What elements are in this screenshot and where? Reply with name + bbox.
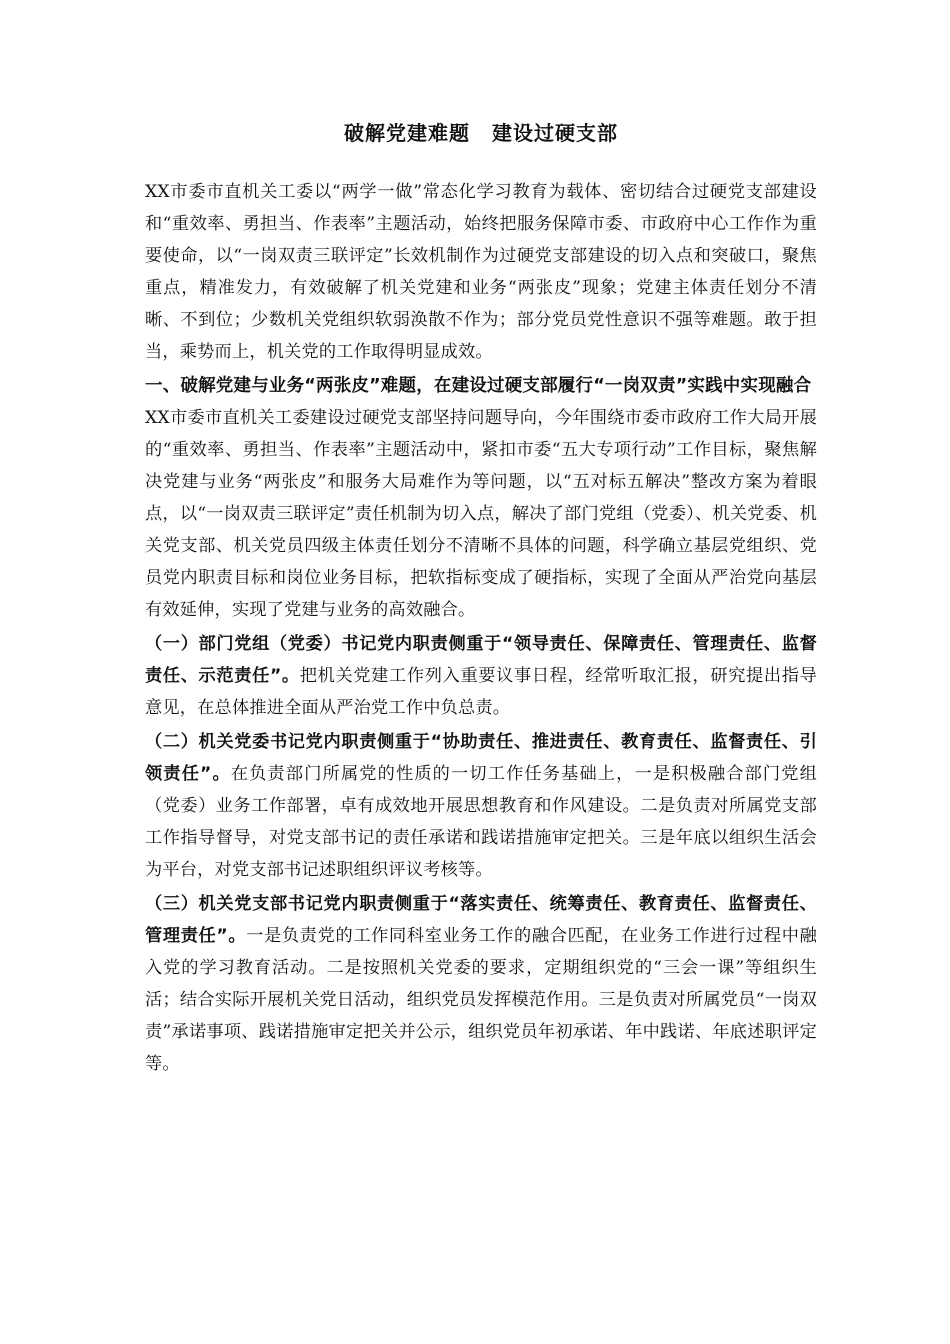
subsection-1-lead: （一）部门党组（党委）书记党内职责侧重于“领导责任、保障责任、管理责任、监督责任、示范责任”。 — [145, 634, 817, 686]
title-part-2: 建设过硬支部 — [492, 121, 618, 145]
intro-paragraph: XX市委市直机关工委以“两学一做”常态化学习教育为载体、密切结合过硬党支部建设和“重效率、勇担当、作表率”主题活动，始终把服务保障市委、市政府中心工作作为重要使命，以“一岗双责三联评定”长效机制作为过硬党支部建设的切入点和突破口，聚焦重点，精准发力，有效破解了机关党建和业务“两张皮”现象；党建主体责任划分不清晰、不到位；少数机关党组织软弱涣散不作为；部分党员党性意识不强等难题。敢于担当，乘势而上，机关党的工作取得明显成效。 — [145, 182, 817, 362]
subsection-3-lead: （三）机关党支部书记党内职责侧重于“落实责任、统筹责任、教育责任、监督责任、管理责任”。 — [145, 894, 817, 946]
subsection-3-text: 一是负责党的工作同科室业务工作的融合匹配，在业务工作进行过程中融入党的学习教育活动。二是按照机关党委的要求，定期组织党的“三会一课”等组织生活；结合实际开展机关党日活动，组织党员发挥模范作用。三是负责对所属党员“一岗双责”承诺事项、践诺措施审定把关并公示，组织党员年初承诺、年中践诺、年底述职评定等。 — [145, 926, 817, 1074]
section-1-heading: 一、破解党建与业务“两张皮”难题，在建设过硬支部履行“一岗双责”实践中实现融合 — [145, 376, 812, 396]
page-title — [145, 118, 817, 148]
subsection-3-paragraph — [145, 888, 817, 1080]
subsection-2-lead: （二）机关党委书记党内职责侧重于“协助责任、推进责任、教育责任、监督责任、引领责任”。 — [145, 732, 817, 784]
title-part-1: 破解党建难题 — [344, 121, 470, 145]
subsection-2-text: 在负责部门所属党的性质的一切工作任务基础上，一是积极融合部门党组（党委）业务工作部署，卓有成效地开展思想教育和作风建设。二是负责对所属党支部工作指导督导，对党支部书记的责任承诺和践诺措施审定把关。三是年底以组织生活会为平台，对党支部书记述职组织评议考核等。 — [145, 764, 818, 880]
subsection-2-paragraph — [145, 726, 817, 886]
document-body — [145, 118, 817, 1080]
subsection-1-paragraph — [145, 628, 817, 724]
subsection-1-text: 把机关党建工作列入重要议事日程，经常听取汇报，研究提出指导意见，在总体推进全面从严治党工作中负总责。 — [145, 666, 817, 718]
section-1-paragraph: XX市委市直机关工委建设过硬党支部坚持问题导向，今年围绕市委市政府工作大局开展的“重效率、勇担当、作表率”主题活动中，紧扣市委“五大专项行动”工作目标，聚焦解决党建与业务“两张皮”和服务大局难作为等问题，以“五对标五解决”整改方案为着眼点，以“一岗双责三联评定”责任机制为切入点，解决了部门党组（党委）、机关党委、机关党支部、机关党员四级主体责任划分不清晰不具体的问题，科学确立基层党组织、党员党内职责目标和岗位业务目标，把软指标变成了硬指标，实现了全面从严治党向基层有效延伸，实现了党建与业务的高效融合。 — [145, 408, 817, 620]
